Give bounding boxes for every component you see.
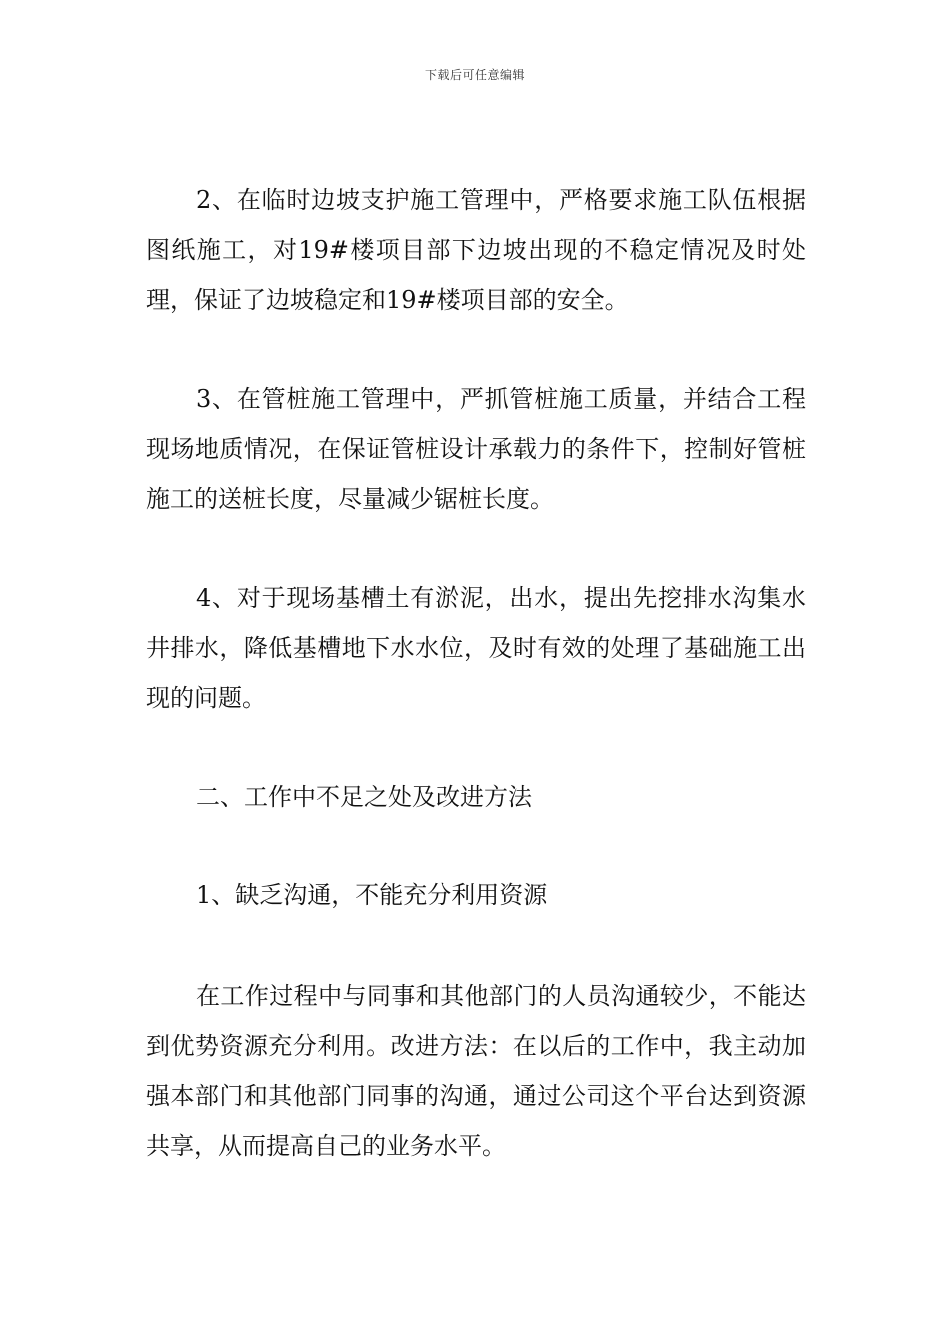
paragraph-improvement-method: 在工作过程中与同事和其他部门的人员沟通较少，不能达到优势资源充分利用。改进方法：在以后的工作中，我主动加强本部门和其他部门同事的沟通，通过公司这个平台达到资源共享，从而提高自己的业务水平。 xyxy=(146,982,806,1160)
section-heading-shortcomings: 二、工作中不足之处及改进方法 xyxy=(196,783,532,811)
paragraph-temporary-slope-support: 2、在临时边坡支护施工管理中，严格要求施工队伍根据图纸施工，对19#楼项目部下边坡出现的不稳定情况及时处理，保证了边坡稳定和19#楼项目部的安全。 xyxy=(146,186,806,314)
paragraph-foundation-trench-drainage: 4、对于现场基槽土有淤泥，出水，提出先挖排水沟集水井排水，降低基槽地下水水位，及时有效的处理了基础施工出现的问题。 xyxy=(146,584,806,712)
subheading-lack-of-communication: 1、缺乏沟通，不能充分利用资源 xyxy=(196,881,548,909)
paragraph-pipe-pile-construction: 3、在管桩施工管理中，严抓管桩施工质量，并结合工程现场地质情况，在保证管桩设计承载力的条件下，控制好管桩施工的送桩长度，尽量减少锯桩长度。 xyxy=(146,385,806,513)
page-header: 下载后可任意编辑 xyxy=(424,68,525,82)
